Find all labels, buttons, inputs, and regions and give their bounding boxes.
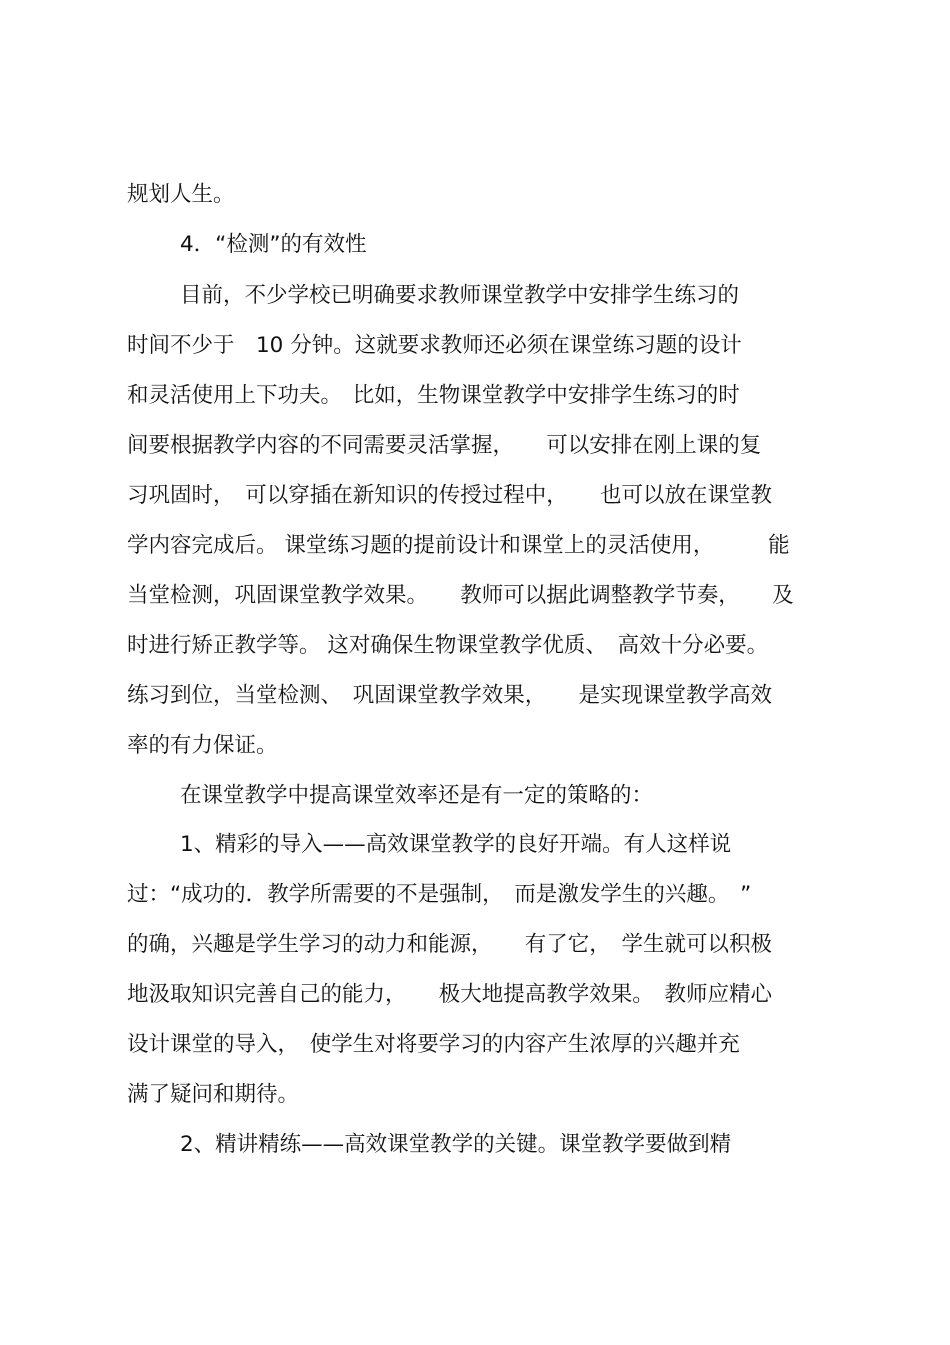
text-line: 设计课堂的导入， 使学生对将要学习的内容产生浓厚的兴趣并充 <box>127 1032 740 1057</box>
text-line: 率的有力保证。 <box>127 733 278 758</box>
text-line: 地汲取知识完善自己的能力， 极大地提高教学效果。 教师应精心 <box>127 982 773 1007</box>
text-line: 过：“成功的．教学所需要的不是强制， 而是激发学生的兴趣。 ” <box>127 882 752 907</box>
text-line: 规划人生。 <box>127 182 235 207</box>
text-line: 满了疑问和期待。 <box>127 1082 300 1107</box>
text-line: 在课堂教学中提高课堂效率还是有一定的策略的： <box>180 783 654 808</box>
text-line: 目前，不少学校已明确要求教师课堂教学中安排学生练习的 <box>180 283 740 308</box>
text-line: 1、精彩的导入——高效课堂教学的良好开端。有人这样说 <box>180 832 732 857</box>
text-line: 间要根据教学内容的不同需要灵活掌握， 可以安排在刚上课的复 <box>127 433 762 458</box>
text-line: 的确，兴趣是学生学习的动力和能源， 有了它， 学生就可以积极 <box>127 932 773 957</box>
section-heading: 4．“检测”的有效性 <box>180 232 367 257</box>
text-line: 练习到位，当堂检测、 巩固课堂教学效果， 是实现课堂教学高效 <box>127 683 773 708</box>
text-line: 习巩固时， 可以穿插在新知识的传授过程中， 也可以放在课堂教 <box>127 483 773 508</box>
text-line: 和灵活使用上下功夫。 比如，生物课堂教学中安排学生练习的时 <box>127 383 740 408</box>
text-line: 时间不少于 10 分钟。这就要求教师还必须在课堂练习题的设计 <box>127 333 742 358</box>
text-line: 当堂检测，巩固课堂教学效果。 教师可以据此调整教学节奏， 及 <box>127 583 794 608</box>
text-line: 学内容完成后。 课堂练习题的提前设计和课堂上的灵活使用， 能 <box>127 533 790 558</box>
text-line: 2、精讲精练——高效课堂教学的关键。课堂教学要做到精 <box>180 1132 732 1157</box>
text-line: 时进行矫正教学等。 这对确保生物课堂教学优质、 高效十分必要。 <box>127 633 769 658</box>
